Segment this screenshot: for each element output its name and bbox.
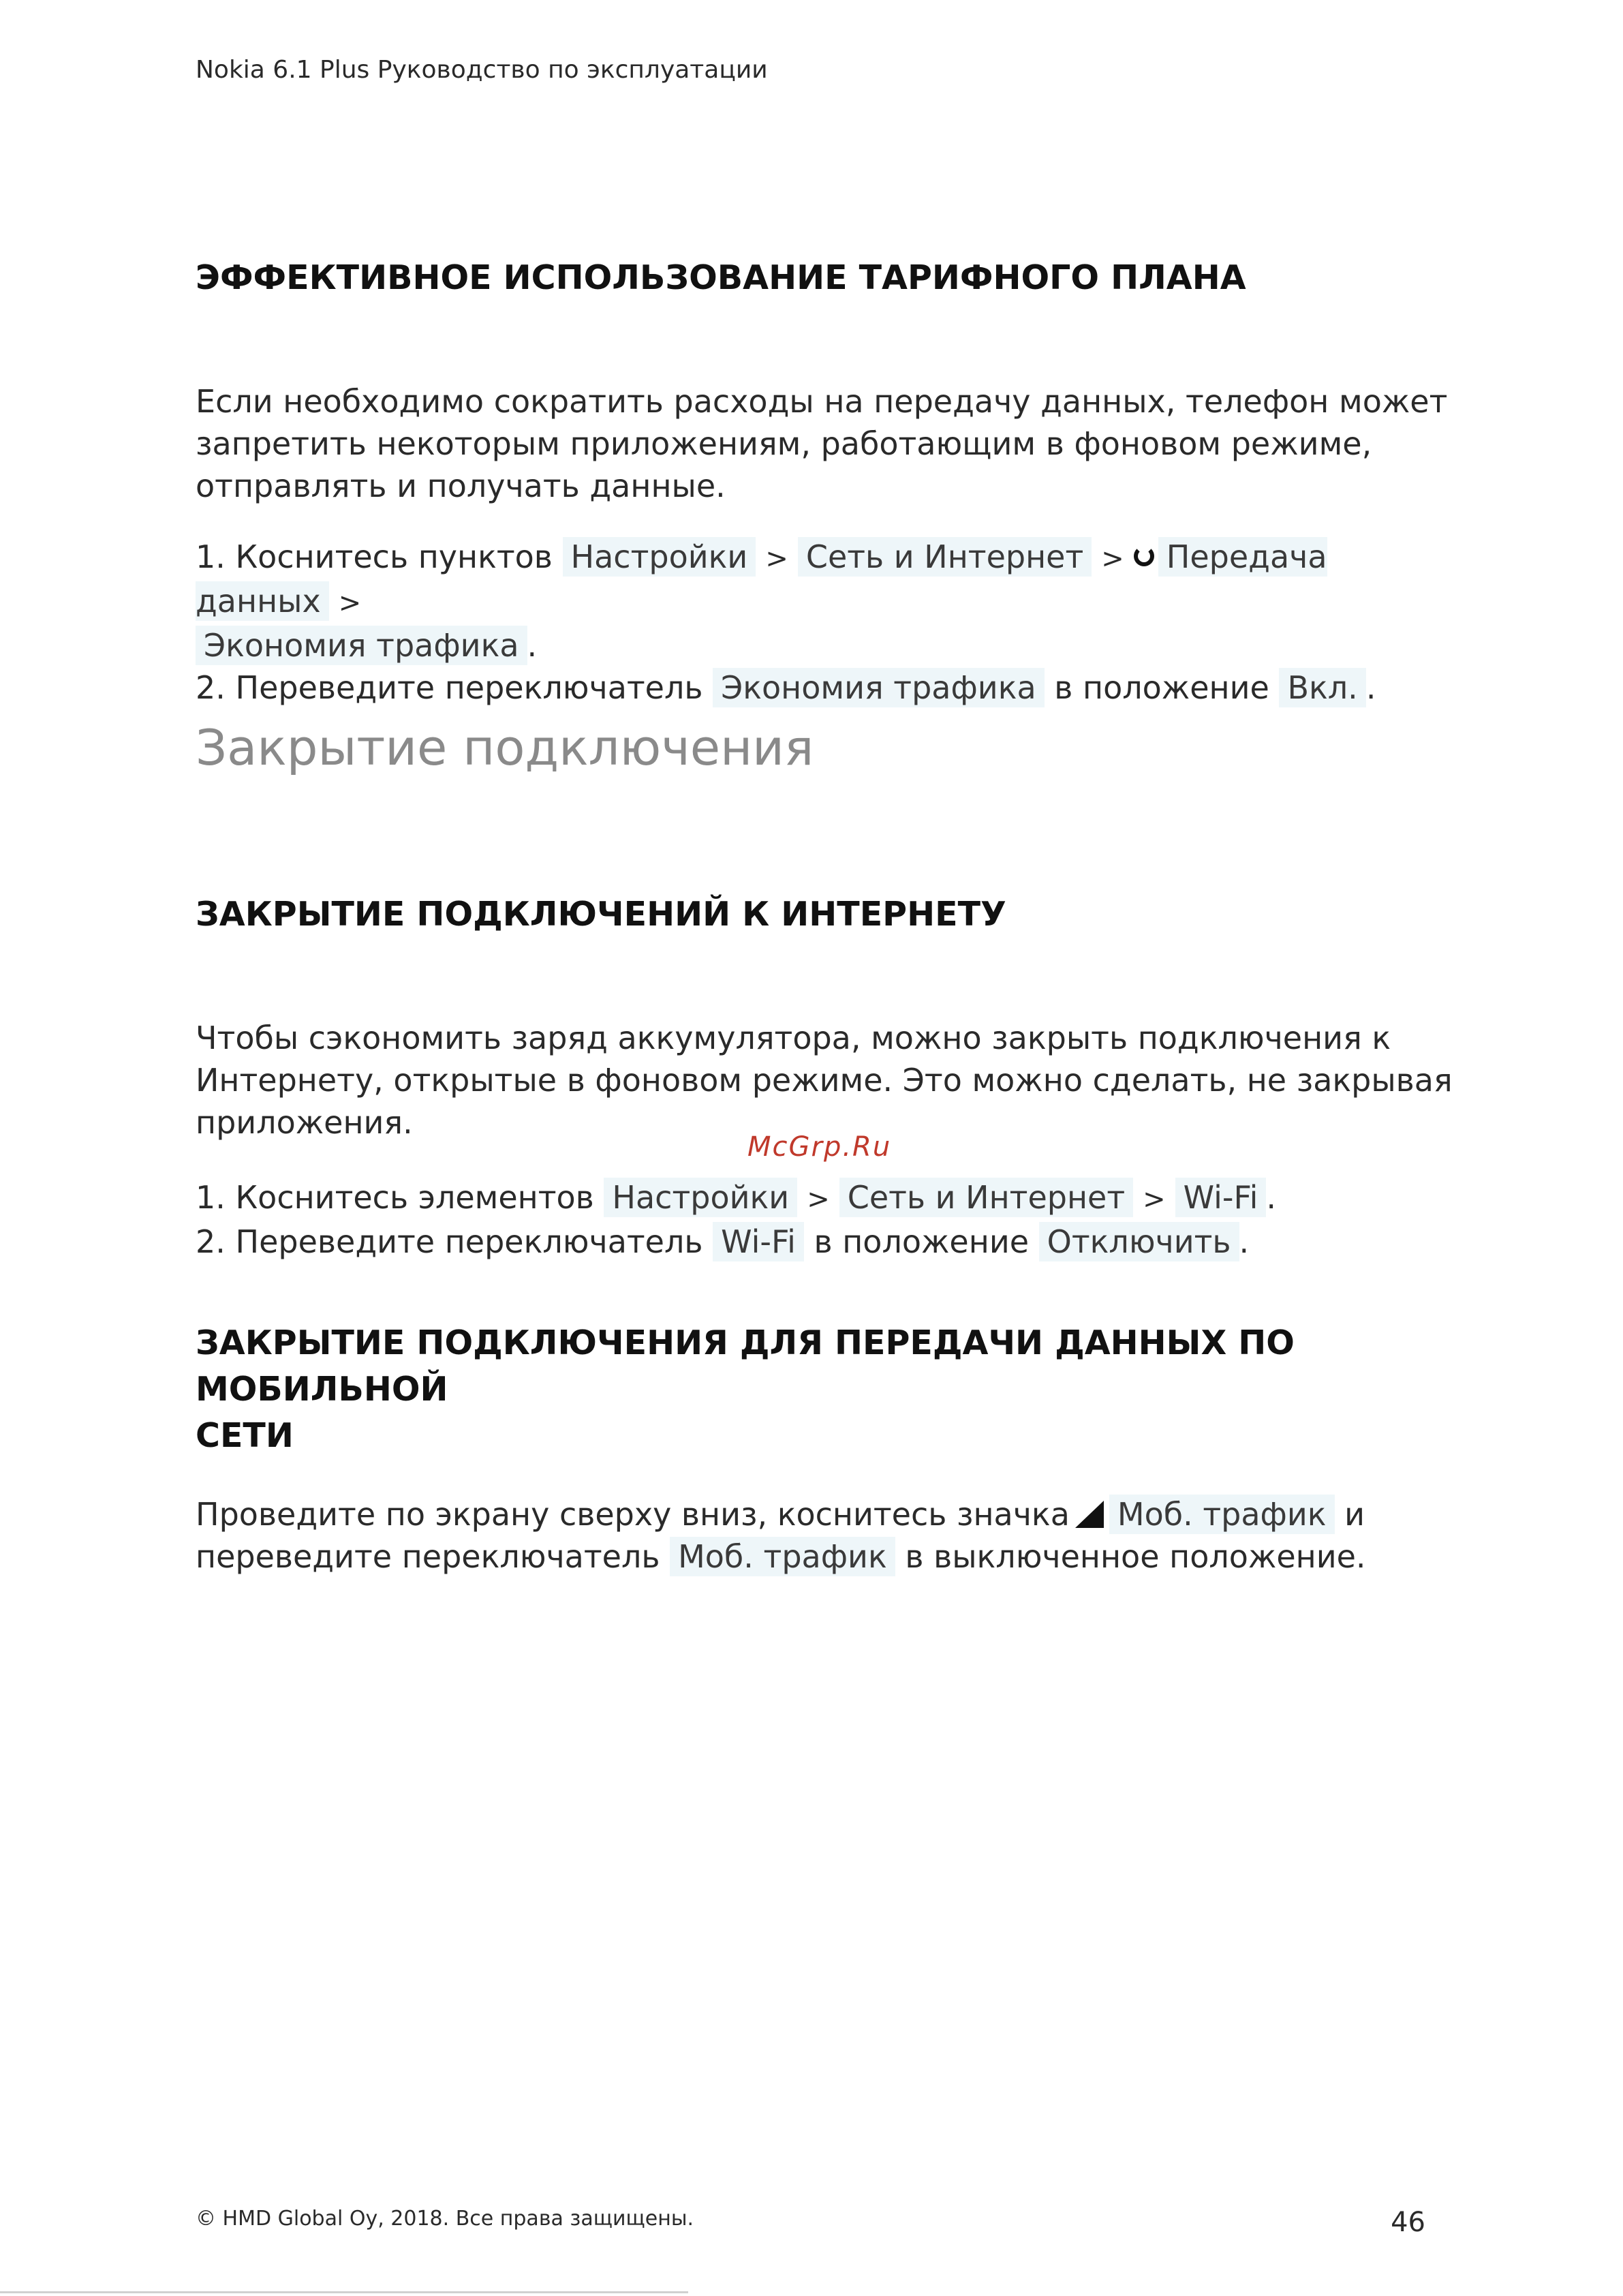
paragraph-line: отправлять и получать данные. bbox=[196, 468, 726, 504]
step-text: 2. Переведите переключатель bbox=[196, 669, 703, 706]
step-item bbox=[196, 667, 1490, 709]
step-text: 2. Переведите переключатель bbox=[196, 1223, 703, 1260]
paragraph-line: Если необходимо сократить расходы на передачу данных, телефон может bbox=[196, 383, 1448, 420]
separator: > bbox=[338, 587, 362, 619]
heading-line: ЗАКРЫТИЕ ПОДКЛЮЧЕНИЯ ДЛЯ ПЕРЕДАЧИ ДАННЫХ ПО МОБИЛЬНОЙ bbox=[196, 1323, 1295, 1409]
page-number: 46 bbox=[1391, 2207, 1425, 2238]
step-text: 1. Коснитесь пунктов bbox=[196, 538, 553, 575]
ui-label-data-usage: Передача данных bbox=[196, 538, 1327, 619]
signal-icon bbox=[1075, 1501, 1104, 1528]
ui-label-wifi: Wi-Fi bbox=[1175, 1178, 1267, 1217]
divider bbox=[0, 2291, 688, 2293]
ui-label-on: Вкл. bbox=[1279, 668, 1365, 707]
paragraph-line: Интернету, открытые в фоновом режиме. Это можно сделать, не закрывая bbox=[196, 1062, 1453, 1099]
section1-steps bbox=[196, 536, 1490, 709]
paragraph-line: приложения. bbox=[196, 1104, 413, 1141]
section-heading-close-mobile-data bbox=[196, 1320, 1422, 1459]
data-saver-icon bbox=[1134, 546, 1154, 566]
section2-paragraph bbox=[196, 1017, 1490, 1144]
heading-line: СЕТИ bbox=[196, 1416, 294, 1455]
period: . bbox=[1365, 669, 1376, 706]
section1-paragraph bbox=[196, 380, 1490, 507]
paragraph-line: Чтобы сэкономить заряд аккумулятора, можно закрыть подключения к bbox=[196, 1020, 1391, 1056]
ui-label-mobile-data: Моб. трафик bbox=[1109, 1495, 1335, 1534]
paragraph-text: Проведите по экрану сверху вниз, коснитесь значка bbox=[196, 1496, 1070, 1533]
watermark: McGrp.Ru bbox=[747, 1131, 892, 1163]
step-text: в положение bbox=[814, 1223, 1030, 1260]
separator: > bbox=[765, 543, 788, 575]
step-text: в положение bbox=[1054, 669, 1269, 706]
separator: > bbox=[1101, 543, 1124, 575]
ui-label-mobile-data: Моб. трафик bbox=[670, 1537, 895, 1576]
ui-label-data-saver: Экономия трафика bbox=[196, 626, 527, 665]
step-item bbox=[196, 1176, 1490, 1221]
chapter-heading: Закрытие подключения bbox=[196, 719, 814, 776]
step-item bbox=[196, 536, 1490, 624]
ui-label-settings: Настройки bbox=[604, 1178, 797, 1217]
ui-label-network-internet: Сеть и Интернет bbox=[798, 537, 1092, 577]
ui-label-wifi: Wi-Fi bbox=[713, 1222, 804, 1261]
step-item-continuation bbox=[196, 624, 1490, 667]
section3-paragraph bbox=[196, 1493, 1490, 1578]
paragraph-line bbox=[196, 1493, 1490, 1535]
separator: > bbox=[1143, 1184, 1166, 1215]
document-header: Nokia 6.1 Plus Руководство по эксплуатации bbox=[196, 56, 768, 84]
section2-steps bbox=[196, 1176, 1490, 1263]
period: . bbox=[1266, 1179, 1277, 1216]
paragraph-line bbox=[196, 1535, 1490, 1578]
section-heading-data-saving: ЭФФЕКТИВНОЕ ИСПОЛЬЗОВАНИЕ ТАРИФНОГО ПЛАНА bbox=[196, 258, 1246, 297]
ui-label-data-saver: Экономия трафика bbox=[713, 668, 1045, 707]
ui-label-settings: Настройки bbox=[563, 537, 756, 577]
paragraph-text: в выключенное положение. bbox=[905, 1538, 1366, 1575]
paragraph-text: переведите переключатель bbox=[196, 1538, 660, 1575]
step-text: 1. Коснитесь элементов bbox=[196, 1179, 594, 1216]
ui-label-network-internet: Сеть и Интернет bbox=[839, 1178, 1133, 1217]
paragraph-text: и bbox=[1344, 1496, 1365, 1533]
ui-label-off: Отключить bbox=[1039, 1222, 1239, 1261]
separator: > bbox=[807, 1184, 830, 1215]
step-item bbox=[196, 1221, 1490, 1263]
footer-copyright: © HMD Global Oy, 2018. Все права защищены. bbox=[196, 2207, 694, 2231]
section-heading-close-internet: ЗАКРЫТИЕ ПОДКЛЮЧЕНИЙ К ИНТЕРНЕТУ bbox=[196, 895, 1006, 934]
paragraph-line: запретить некоторым приложениям, работающим в фоновом режиме, bbox=[196, 425, 1372, 462]
period: . bbox=[527, 627, 538, 664]
period: . bbox=[1239, 1223, 1250, 1260]
